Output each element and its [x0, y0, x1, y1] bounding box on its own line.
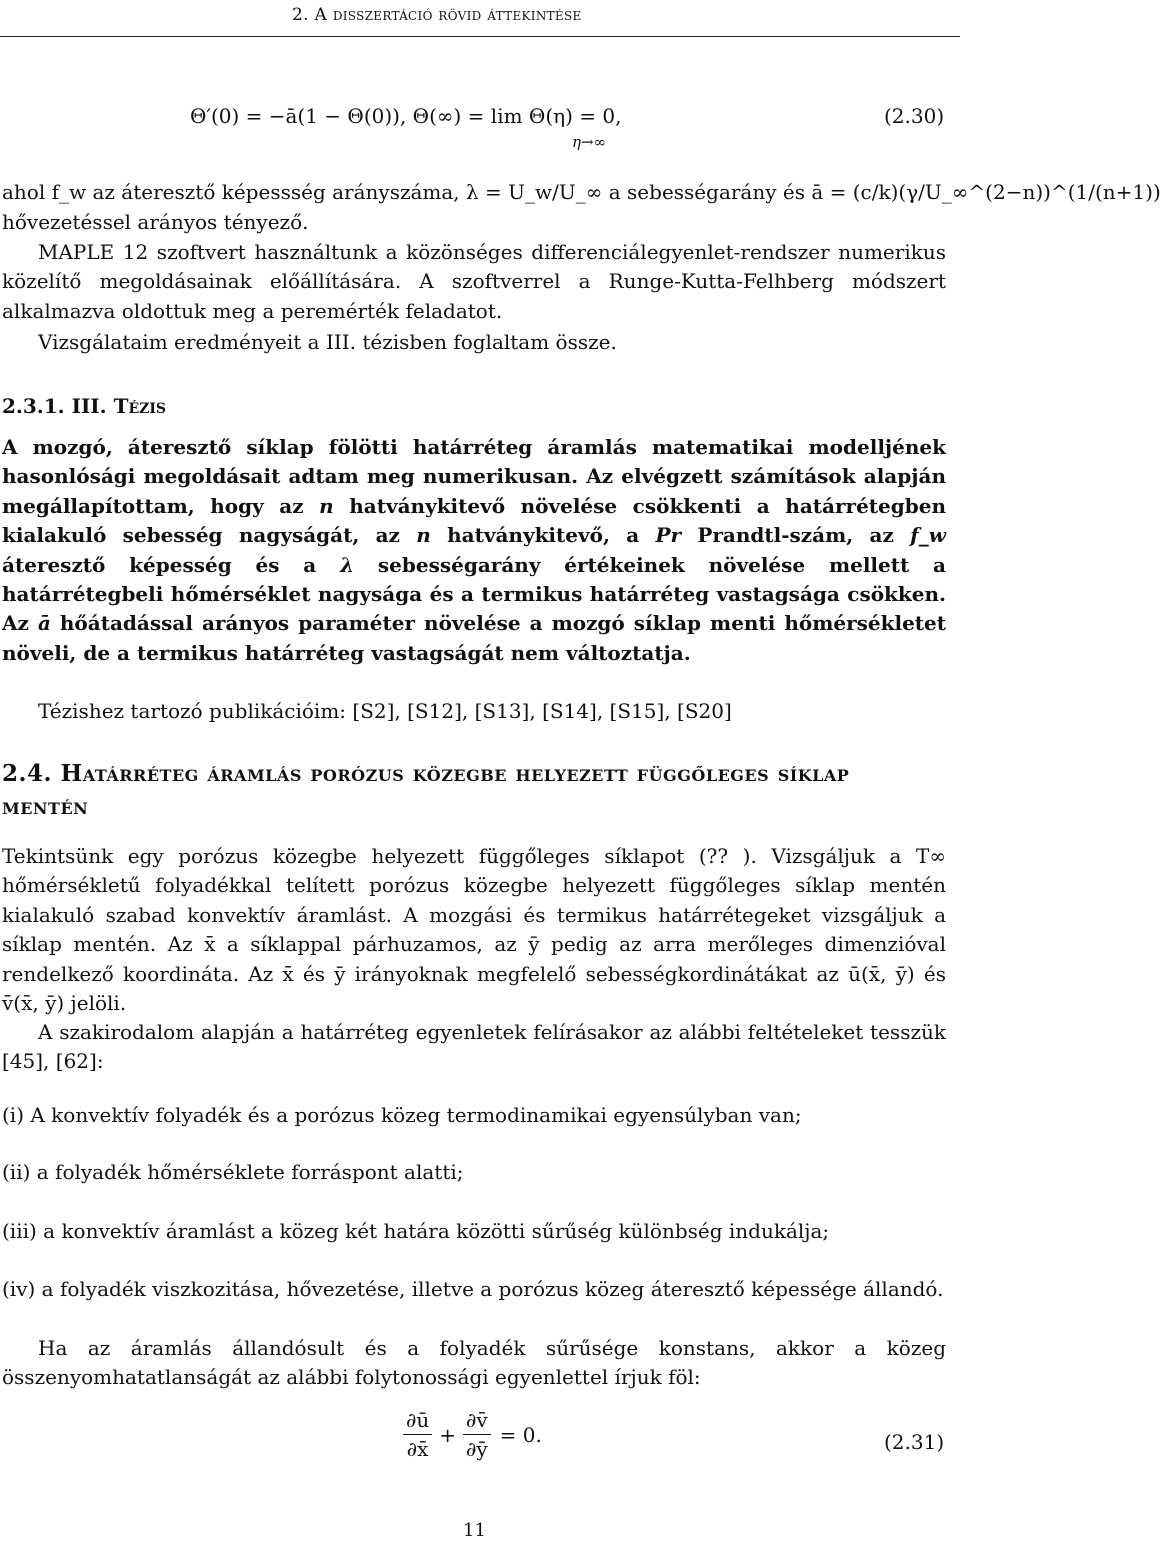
var-n: n — [319, 493, 334, 518]
assumption-text: A konvektív folyadék és a porózus közeg termodinamikai egyensúlyban van; — [30, 1103, 802, 1127]
var-pr: Pr — [655, 523, 682, 548]
section-paragraph-2: A szakirodalom alapján a határréteg egyenletek felírásakor az alábbi feltételeket tesszük [45], [62]: — [2, 1020, 946, 1074]
equation-2-30-lim-subscript: η→∞ — [572, 133, 607, 151]
fraction-dv-dy — [463, 1408, 491, 1461]
equation-2-30 — [190, 104, 621, 128]
section-paragraph-1: Tekintsünk egy porózus közegbe helyezett függőleges síklapot (?? ). Vizsgáljuk a T∞ hőmérsékletű folyadékkal telített porózus közegbe helyezett függőleges síklap mentén kialakuló szabad konvektív áramlást. A mozgási és termikus határrétegeket vizsgáljuk a síklap mentén. Az x̄ a síklappal párhuzamos, az ȳ pedig az arra merőleges dimenzióval rendelkező koordináta. Az x̄ és ȳ irányoknak megfelelő sebességkordinátákat az ū(x̄, ȳ) és v̄(x̄, ȳ) jelöli. — [2, 844, 946, 1016]
running-head — [292, 5, 582, 25]
assumption-marker: (i) — [2, 1103, 25, 1127]
publications-line: Tézishez tartozó publikációim: [S2], [S12], [S13], [S14], [S15], [S20] — [38, 699, 732, 723]
assumption-marker: (ii) — [2, 1160, 31, 1184]
section-number: 2.4. — [2, 760, 53, 787]
var-abar: ā — [37, 611, 51, 636]
assumption-item — [2, 1277, 943, 1301]
page-number: 11 — [463, 1520, 486, 1541]
assumption-marker: (iii) — [2, 1219, 37, 1243]
intro-line-2: hővezetéssel arányos tényező. — [2, 210, 309, 234]
equation-2-31-tag: (2.31) — [884, 1430, 945, 1454]
closing-paragraph: Ha az áramlás állandósult és a folyadék sűrűsége konstans, akkor a közeg összenyomhatatlanságát az alábbi folytonossági egyenlettel írjuk föl: — [2, 1336, 946, 1390]
var-lambda: λ — [340, 552, 355, 577]
fraction-numerator: ∂v̄ — [463, 1408, 491, 1435]
header-rule — [0, 36, 960, 37]
intro-line-1: ahol f_w az áteresztő képessség arányszáma, λ = U_w/U_∞ a sebességarány és ā = (c/k)(γ/U_∞^(2−n))^(1/(n+1)) — [2, 180, 1161, 204]
fraction-numerator: ∂ū — [403, 1408, 432, 1435]
thesis-body: A mozgó, áteresztő síklap fölötti határréteg áramlás matematikai modelljének hasonlósági megoldásait adtam meg numerikusan. Az elvégzett számítások alapján megállapítottam, hogy az n hatványkitevő növelése csökkenti a határrétegben kialakuló sebesség nagyságát, az n hatványkitevő, a Pr Prandtl-szám, az f_w áteresztő képesség és a λ sebességarány értékeinek növelése mellett a határrétegbeli hőmérséklet nagysága és a termikus határréteg vastagsága csökken. Az ā hőátadással arányos paraméter növelése a mozgó síklap menti hőmérsékletet növeli, de a termikus határréteg vastagságát nem változtatja. — [2, 435, 946, 665]
fraction-denominator: ∂x̄ — [406, 1437, 429, 1461]
fraction-du-dx — [403, 1408, 432, 1461]
thesis-heading — [2, 394, 166, 418]
assumption-item — [2, 1160, 464, 1184]
var-fw: f_w — [910, 523, 946, 548]
section-title: Határréteg áramlás porózus közegbe helyezett függőleges síklap mentén — [2, 760, 850, 820]
assumption-text: a folyadék hőmérséklete forráspont alatti; — [36, 1160, 464, 1184]
var-n-2: n — [416, 523, 431, 548]
summary-line: Vizsgálataim eredményeit a III. tézisben foglaltam össze. — [38, 330, 617, 354]
assumption-text: a konvektív áramlást a közeg két határa közötti sűrűség különbség indukálja; — [43, 1219, 830, 1243]
equation-2-31 — [400, 1408, 542, 1461]
thesis-number: 2.3.1. III. — [2, 394, 107, 418]
equation-2-30-tag: (2.30) — [884, 104, 945, 128]
maple-paragraph: MAPLE 12 szoftvert használtunk a közönséges differenciálegyenlet-rendszer numerikus közelítő megoldásainak előállítására. A szoftverrel a Runge-Kutta-Felhberg módszert alkalmazva oldottuk meg a peremérték feladatot. — [2, 240, 946, 323]
assumption-item — [2, 1219, 829, 1243]
running-head-title: A disszertáció rövid áttekintése — [314, 5, 582, 25]
thesis-title: Tézis — [113, 394, 167, 418]
fraction-denominator: ∂ȳ — [466, 1437, 488, 1461]
assumption-text: a folyadék viszkozitása, hővezetése, illetve a porózus közeg áteresztő képessége állandó. — [41, 1277, 944, 1301]
assumption-marker: (iv) — [2, 1277, 36, 1301]
assumption-item — [2, 1103, 802, 1127]
equation-2-30-body: Θ′(0) = −ā(1 − Θ(0)), Θ(∞) = lim Θ(η) = 0, — [190, 104, 622, 128]
section-heading — [2, 757, 942, 823]
equation-rhs: = 0. — [499, 1422, 542, 1447]
plus-sign: + — [439, 1422, 456, 1447]
running-head-number: 2. — [292, 5, 309, 25]
